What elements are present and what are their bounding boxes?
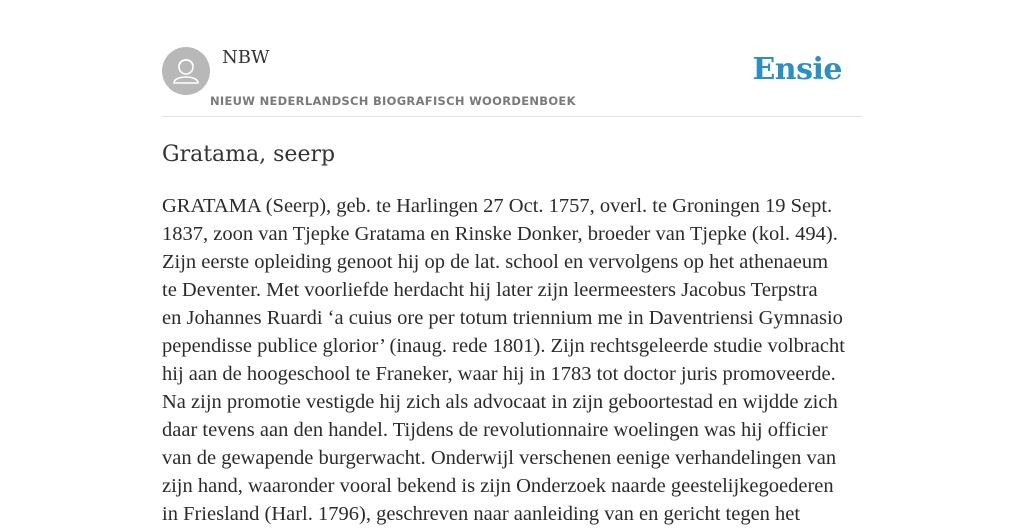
article-body xyxy=(162,192,882,528)
page-title: Gratama, seerp xyxy=(162,142,336,167)
source-full-name: NIEUW NEDERLANDSCH BIOGRAFISCH WOORDENBOEK xyxy=(210,94,576,108)
article-line: daar tevens aan den handel. Tijdens de revolutionnaire woelingen was hij officier xyxy=(162,419,828,441)
source-name-link[interactable]: NBW xyxy=(222,47,270,68)
avatar[interactable] xyxy=(162,47,210,95)
article-line: te Deventer. Met voorliefde herdacht hij later zijn leermeesters Jacobus Terpstra xyxy=(162,279,818,301)
article-line: hij aan de hoogeschool te Franeker, waar hij in 1783 tot doctor juris promoveerde. xyxy=(162,363,836,385)
article-line: Na zijn promotie vestigde hij zich als advocaat in zijn geboortestad en wijdde zich xyxy=(162,391,838,413)
user-icon xyxy=(162,47,210,95)
article-line: Zijn eerste opleiding genoot hij op de lat. school en vervolgens op het athenaeum xyxy=(162,251,829,273)
ensie-logo[interactable]: Ensie xyxy=(752,52,842,87)
header xyxy=(162,0,862,117)
article-line: van de gewapende burgerwacht. Onderwijl verschenen eenige verhandelingen van xyxy=(162,447,837,469)
article-line: en Johannes Ruardi ‘a cuius ore per totum triennium me in Daventriensi Gymnasio xyxy=(162,307,843,329)
article-line: zijn hand, waaronder vooral bekend is zijn Onderzoek naarde geestelijkegoederen xyxy=(162,475,834,497)
article-line: 1837, zoon van Tjepke Gratama en Rinske Donker, broeder van Tjepke (kol. 494). xyxy=(162,223,838,245)
article-line: in Friesland (Harl. 1796), geschreven naar aanleiding van en gericht tegen het xyxy=(162,503,801,525)
article-line: pependisse publice glorior’ (inaug. rede 1801). Zijn rechtsgeleerde studie volbracht xyxy=(162,335,845,357)
article-line: GRATAMA (Seerp), geb. te Harlingen 27 Oct. 1757, overl. te Groningen 19 Sept. xyxy=(162,195,833,217)
